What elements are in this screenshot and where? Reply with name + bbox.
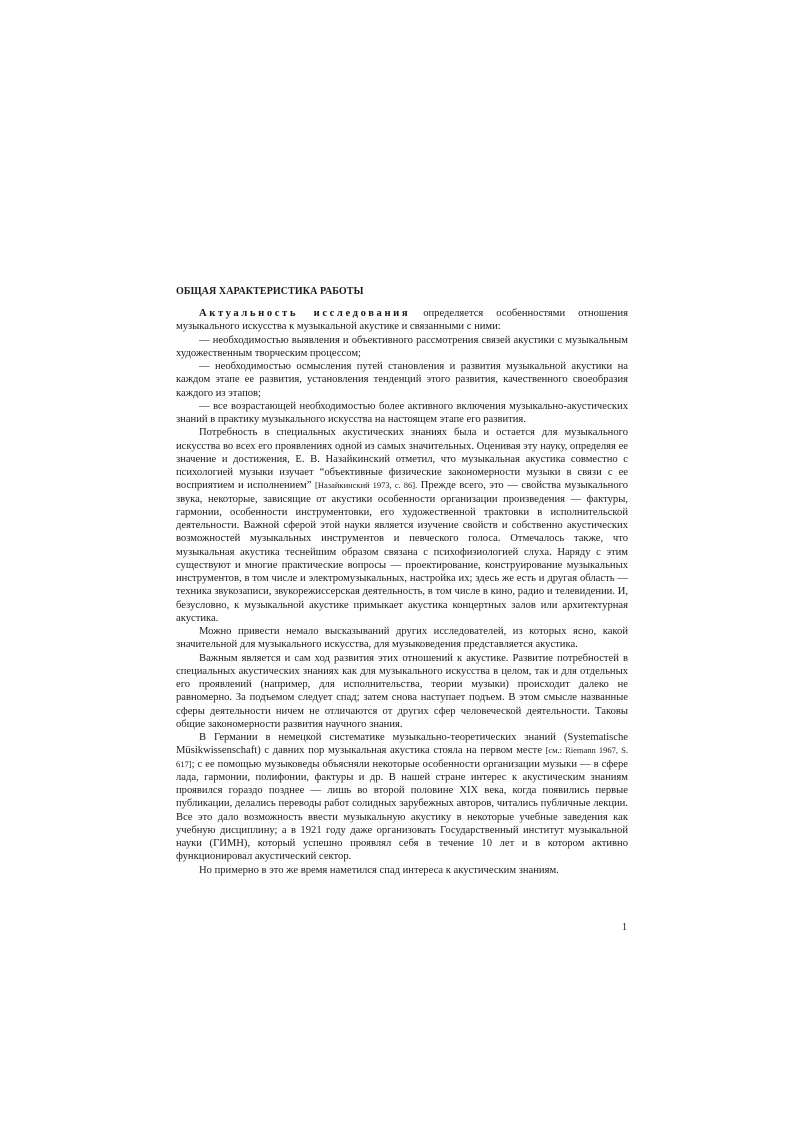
list-item: — необходимостью выявления и объективного рассмотрения связей акустики с музыкальным художественным творческим процессом; [176, 334, 628, 359]
paragraph-text: определяется особенностями отношения музыкального искусства к музыкальной акустике и связанными с ними: [176, 308, 628, 333]
paragraph-germany [176, 731, 628, 864]
paragraph-text: ; с ее помощью музыковеды объясняли некоторые особенности организации музыки — в сфере лада, гармонии, полифонии, фактуры и др. В нашей стране интерес к акустическим знаниям проявился гораздо позднее — лишь во второй половине XIX века, когда появились первые публикации, делались переводы работ солидных зарубежных авторов, читались публичные лекции. Все это дало возможность ввести музыкальную акустику в некоторые учебные заведения как учебную дисциплину; а в 1921 году даже организовать Государственный институт музыкальной науки (ГИМН), который успешно проявлял себя в течение 10 лет и в котором активно функционировал акустический сектор. [176, 758, 628, 863]
paragraph-relevance [176, 307, 628, 334]
paragraph-text: В Германии в немецкой систематике музыкально-теоретических знаний (Systematische Müsikwissenschaft) с давних пор музыкальная акустика стояла на первом месте [176, 732, 628, 757]
paragraph-quotes: Можно привести немало высказываний других исследователей, из которых ясно, какой значительной для музыкального искусства, для музыковедения представляется акустика. [176, 626, 628, 651]
paragraph-need [176, 426, 628, 625]
paragraph-decline: Но примерно в это же время наметился спад интереса к акустическим знаниям. [199, 864, 559, 876]
page-number: 1 [622, 922, 627, 933]
list-item: — все возрастающей необходимостью более активного включения музыкально-акустических знаний в практику музыкального искусства на настоящем этапе его развития. [176, 400, 628, 425]
citation: [Назайкинский 1973, с. 86]. [315, 480, 418, 491]
list-item: — необходимостью осмысления путей становления и развития музыкальной акустики на каждом этапе ее развития, установления тенденций этого развития, качественного своеобразия каждого из этапов; [176, 361, 628, 399]
section-heading: ОБЩАЯ ХАРАКТЕРИСТИКА РАБОТЫ [176, 286, 364, 297]
paragraph-text: Прежде всего, это — свойства музыкального звука, некоторые, зависящие от акустики особенности организации произведения — фактуры, гармонии, особенности инструментовки, его художественной трактовки в исполнительской деятельности. Важной сферой этой науки является изучение свойств и собственно акустических возможностей музыкальных инструментов и певческого голоса. Отмечалось также, что музыкальная акустика теснейшим образом связана с психофизиологией слуха. Наряду с этим существуют и многие практические вопросы — проектирование, конструирование музыкальных инструментов, в том числе и электромузыкальных, настройка их; здесь же есть и другая область — техника звукозаписи, звукорежиссерская деятельность, в том числе в кино, радио и телевидении. И, безусловно, к музыкальной акустике примыкает акустика концертных залов или архитектурная акустика. [176, 480, 628, 624]
citation: [см.: Riemann 1967, S. 617] [176, 745, 628, 769]
body-text [176, 307, 628, 877]
lead-term: Актуальность исследования [199, 308, 411, 319]
paragraph-text: Потребность в специальных акустических знаниях была и остается для музыкального искусства во всех его проявлениях одной из самых значительных. Оценивая эту науку, определяя ее значение и достижения, Е. В. Назайкинский отметил, что музыкальная акустика совместно с психологией музыки изучает “объективные физические закономерности музыки в связи с ее восприятием и исполнением” [176, 427, 628, 492]
paragraph-development: Важным является и сам ход развития этих отношений к акустике. Развитие потребностей в специальных акустических знаниях как для музыкального искусства в целом, так и для отдельных его проявлений (например, для исполнительства, теории музыки) происходит далеко не равномерно. За подъемом следует спад; затем снова наступает подъем. В этом смысле названные сферы деятельности ничем не отличаются от других сфер человеческой деятельности. Таковы общие закономерности развития научного знания. [176, 652, 628, 730]
